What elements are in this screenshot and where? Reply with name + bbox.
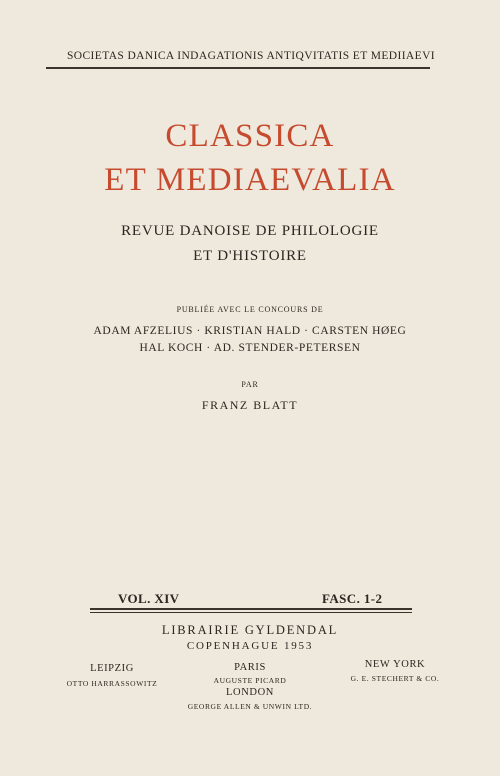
publisher-name: LIBRAIRIE GYLDENDAL <box>161 623 339 637</box>
leipzig-firm: OTTO HARRASSOWITZ <box>66 679 158 688</box>
london-city: LONDON <box>226 687 274 698</box>
fascicle-label: FASC. 1-2 <box>322 591 383 606</box>
par-label: PAR <box>241 380 259 389</box>
journal-subtitle-line2: ET D'HISTOIRE <box>193 248 307 264</box>
editor-name: FRANZ BLATT <box>201 398 299 412</box>
contributors-line1: ADAM AFZELIUS · KRISTIAN HALD · CARSTEN HØEG <box>93 325 407 337</box>
newyork-firm: G. E. STECHERT & CO. <box>350 674 440 683</box>
header-rule <box>46 67 430 69</box>
paris-city: PARIS <box>234 662 266 673</box>
contributors-line2: HAL KOCH · AD. STENDER-PETERSEN <box>139 342 361 354</box>
paris-firm: AUGUSTE PICARD <box>213 676 287 685</box>
publisher-city-year: COPENHAGUE 1953 <box>186 640 314 652</box>
london-firm: GEORGE ALLEN & UNWIN LTD. <box>187 702 313 711</box>
journal-title-line1: CLASSICA <box>165 118 335 154</box>
contributors-intro: PUBLIÉE AVEC LE CONCOURS DE <box>176 305 324 314</box>
issue-rule-top <box>90 608 412 610</box>
volume-label: VOL. XIV <box>118 591 180 606</box>
leipzig-city: LEIPZIG <box>90 663 134 674</box>
society-name: SOCIETAS DANICA INDAGATIONIS ANTIQVITATIS ET MEDIIAEVI <box>66 50 436 62</box>
newyork-city: NEW YORK <box>364 659 426 670</box>
journal-subtitle-line1: REVUE DANOISE DE PHILOLOGIE <box>121 223 379 239</box>
journal-title-line2: ET MEDIAEVALIA <box>104 162 396 198</box>
issue-rule-bottom <box>90 612 412 613</box>
